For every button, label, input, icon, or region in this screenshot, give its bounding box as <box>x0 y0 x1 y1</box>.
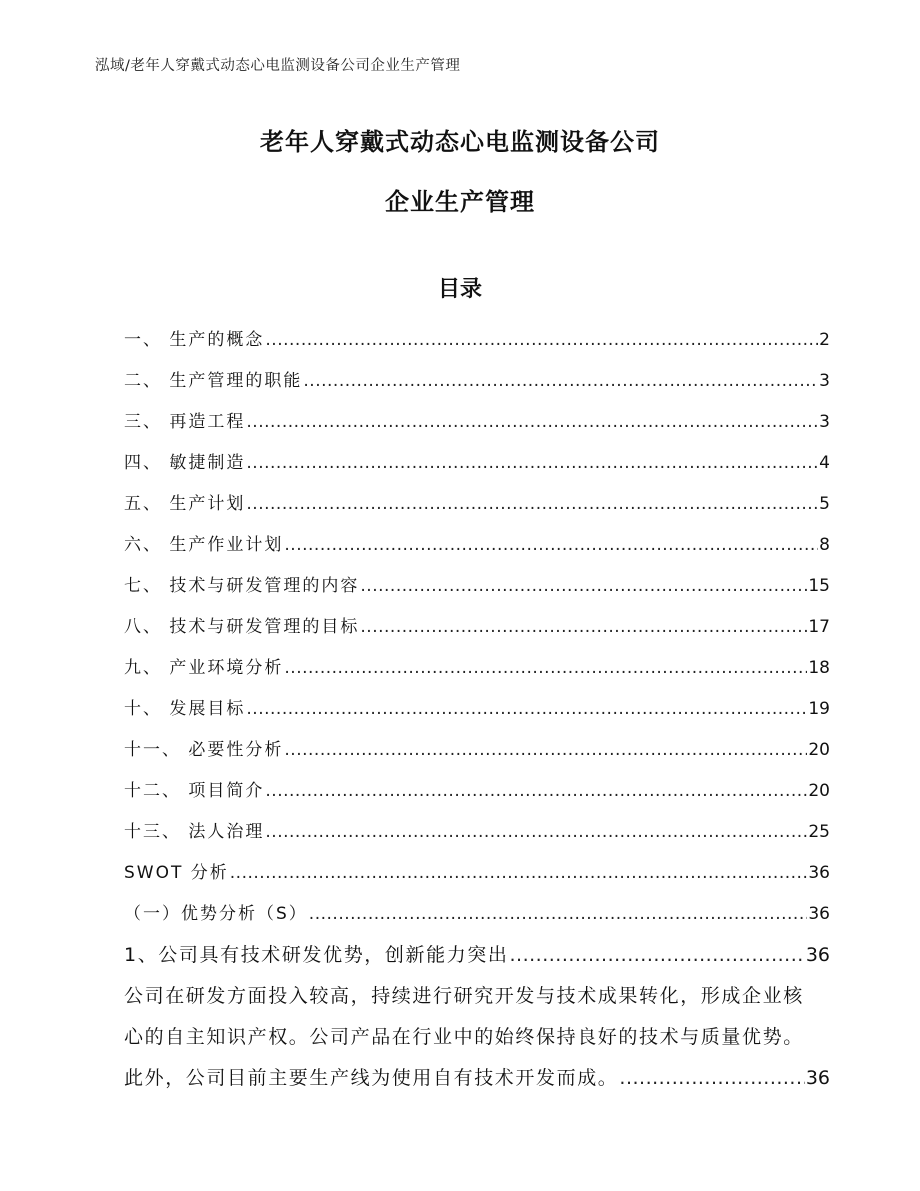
toc-entry[interactable] <box>124 607 830 648</box>
toc-leader <box>246 689 807 730</box>
toc-entry-label: 十、 发展目标 <box>124 699 246 719</box>
toc-leader <box>619 1058 804 1099</box>
toc-entry-page: 20 <box>808 781 830 801</box>
toc-entry-label: 七、 技术与研发管理的内容 <box>124 576 360 596</box>
toc-entry[interactable] <box>124 730 830 771</box>
toc-leader <box>230 853 808 894</box>
toc-entry-label: 二、 生产管理的职能 <box>124 371 303 391</box>
toc-entry-label: 十一、 必要性分析 <box>124 740 284 760</box>
toc-entry[interactable] <box>124 894 830 935</box>
toc-heading: 目录 <box>437 277 482 302</box>
table-of-contents <box>124 320 830 1099</box>
toc-leader <box>246 484 818 525</box>
toc-entry-page: 4 <box>819 453 830 473</box>
toc-entry[interactable] <box>124 812 830 853</box>
toc-entry-label: （一）优势分析（S） <box>124 904 308 924</box>
toc-entry-label: 八、 技术与研发管理的目标 <box>124 617 360 637</box>
toc-leader <box>246 402 818 443</box>
running-header: 泓域/老年人穿戴式动态心电监测设备公司企业生产管理 <box>95 58 461 74</box>
toc-paragraph-line: 心的自主知识产权。公司产品在行业中的始终保持良好的技术与质量优势。 <box>124 1026 804 1048</box>
toc-entry-page: 8 <box>819 535 830 555</box>
toc-entry-page: 20 <box>808 740 830 760</box>
toc-entry-label: SWOT 分析 <box>124 863 229 883</box>
toc-entry-label: 五、 生产计划 <box>124 494 246 514</box>
toc-entry-page: 3 <box>819 412 830 432</box>
toc-entry-page: 5 <box>819 494 830 514</box>
toc-entry[interactable] <box>124 402 830 443</box>
toc-entry-page: 2 <box>819 330 830 350</box>
toc-entry-label: 十二、 项目简介 <box>124 781 265 801</box>
toc-entry[interactable] <box>124 689 830 730</box>
toc-entry[interactable] <box>124 935 830 976</box>
toc-leader <box>265 320 818 361</box>
toc-leader <box>265 812 807 853</box>
toc-leader <box>284 730 807 771</box>
toc-entry-page: 36 <box>805 1067 830 1089</box>
toc-entry[interactable] <box>124 525 830 566</box>
toc-paragraph-line: 公司在研发方面投入较高，持续进行研究开发与技术成果转化，形成企业核 <box>124 985 804 1007</box>
document-subtitle: 企业生产管理 <box>385 188 535 216</box>
toc-entry-label: 四、 敏捷制造 <box>124 453 246 473</box>
document-title: 老年人穿戴式动态心电监测设备公司 <box>260 128 660 156</box>
toc-leader <box>284 648 807 689</box>
toc-entry[interactable] <box>124 361 830 402</box>
toc-entry-label: 1、公司具有技术研发优势，创新能力突出 <box>124 944 509 966</box>
toc-entry[interactable] <box>124 853 830 894</box>
toc-entry-label: 此外，公司目前主要生产线为使用自有技术开发而成。 <box>124 1067 619 1089</box>
toc-leader <box>360 566 807 607</box>
toc-entry[interactable] <box>124 320 830 361</box>
toc-leader <box>510 935 805 976</box>
toc-leader <box>303 361 818 402</box>
toc-leader <box>284 525 818 566</box>
toc-entry-label: 十三、 法人治理 <box>124 822 265 842</box>
toc-entry-page: 25 <box>808 822 830 842</box>
toc-entry-page: 19 <box>808 699 830 719</box>
toc-entry[interactable] <box>124 443 830 484</box>
toc-entry-label: 九、 产业环境分析 <box>124 658 284 678</box>
toc-entry[interactable] <box>124 771 830 812</box>
toc-entry-page: 36 <box>805 944 830 966</box>
toc-entry[interactable] <box>124 1058 830 1099</box>
toc-leader <box>265 771 807 812</box>
toc-leader <box>246 443 818 484</box>
toc-entry-page: 36 <box>808 904 830 924</box>
toc-entry-page: 17 <box>808 617 830 637</box>
toc-leader <box>360 607 807 648</box>
toc-entry-page: 3 <box>819 371 830 391</box>
toc-entry-page: 18 <box>808 658 830 678</box>
toc-entry-page: 36 <box>808 863 830 883</box>
toc-leader <box>309 894 808 935</box>
toc-entry-label: 一、 生产的概念 <box>124 330 265 350</box>
toc-entry[interactable] <box>124 566 830 607</box>
toc-entry-label: 六、 生产作业计划 <box>124 535 284 555</box>
toc-entry[interactable] <box>124 484 830 525</box>
toc-entry-page: 15 <box>808 576 830 596</box>
toc-entry-label: 三、 再造工程 <box>124 412 246 432</box>
toc-entry[interactable] <box>124 648 830 689</box>
